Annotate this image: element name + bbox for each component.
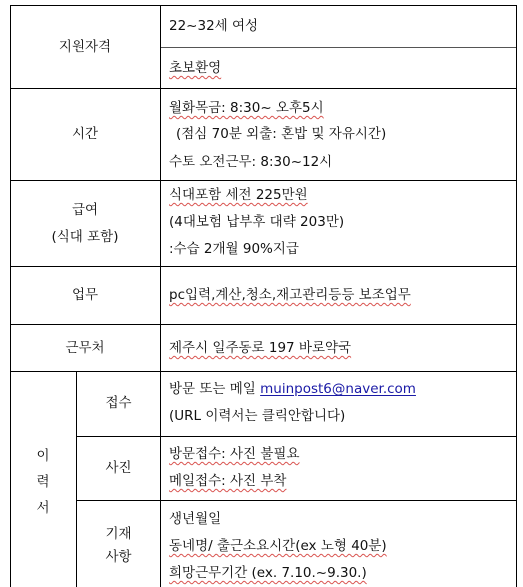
details-label: 기재: [105, 526, 132, 542]
hours-line-2: (점심 70분 외출: 혼밥 및 자유시간): [176, 126, 387, 142]
submission-method-text: 방문 또는 메일: [169, 381, 261, 397]
salary-line-1: 식대포함 세전 225만원: [169, 187, 308, 203]
hours-label: 시간: [71, 126, 99, 142]
salary-label: 급여: [71, 202, 99, 218]
qualification-line-1: 22~32세 여성: [169, 18, 259, 34]
qualification-line-2: 초보환영: [169, 60, 222, 76]
table-border-top: [10, 5, 517, 6]
photo-line-1: 방문접수: 사진 불필요: [169, 446, 300, 462]
duties-label: 업무: [71, 287, 99, 303]
email-link[interactable]: muinpost6@naver.com: [260, 381, 416, 397]
row-divider: [76, 500, 517, 501]
row-divider: [76, 436, 517, 437]
resume-label-char: 서: [36, 500, 50, 516]
workplace-line-1: 제주시 일주동로 197 바로약국: [169, 340, 352, 356]
photo-line-2: 메일접수: 사진 부착: [169, 473, 287, 489]
hours-line-1: 월화목금: 8:30~ 오후5시: [169, 100, 324, 116]
submission-label: 접수: [105, 395, 132, 411]
salary-line-2: (4대보험 납부후 대략 203만): [169, 214, 345, 230]
row-divider: [10, 324, 517, 325]
row-divider: [160, 47, 517, 48]
qualification-label: 지원자격: [58, 39, 112, 55]
row-divider: [10, 266, 517, 267]
row-divider: [10, 88, 517, 89]
details-line-2: 동네명/ 출근소요시간(ex 노형 40분): [169, 538, 387, 554]
duties-line-1: pc입력,계산,청소,재고관리등등 보조업무: [169, 287, 411, 303]
details-line-1: 생년월일: [169, 511, 222, 527]
salary-line-3: :수습 2개월 90%지급: [169, 241, 299, 257]
row-divider: [10, 180, 517, 181]
table-border-right: [516, 5, 517, 587]
resume-label-char: 이: [36, 448, 50, 464]
submission-line-1: [169, 380, 416, 398]
label-column-divider: [160, 5, 161, 587]
details-label-2: 사항: [105, 549, 132, 565]
hours-line-3: 수토 오전근무: 8:30~12시: [169, 154, 333, 170]
details-line-3: 희망근무기간 (ex. 7.10.~9.30.): [169, 565, 367, 581]
photo-label: 사진: [105, 460, 132, 476]
row-divider: [10, 371, 517, 372]
resume-label-char: 력: [36, 474, 50, 490]
salary-label-note: (식대 포함): [51, 229, 119, 245]
submission-line-2: (URL 이력서는 클릭안합니다): [169, 408, 346, 424]
workplace-label: 근무처: [65, 340, 105, 356]
